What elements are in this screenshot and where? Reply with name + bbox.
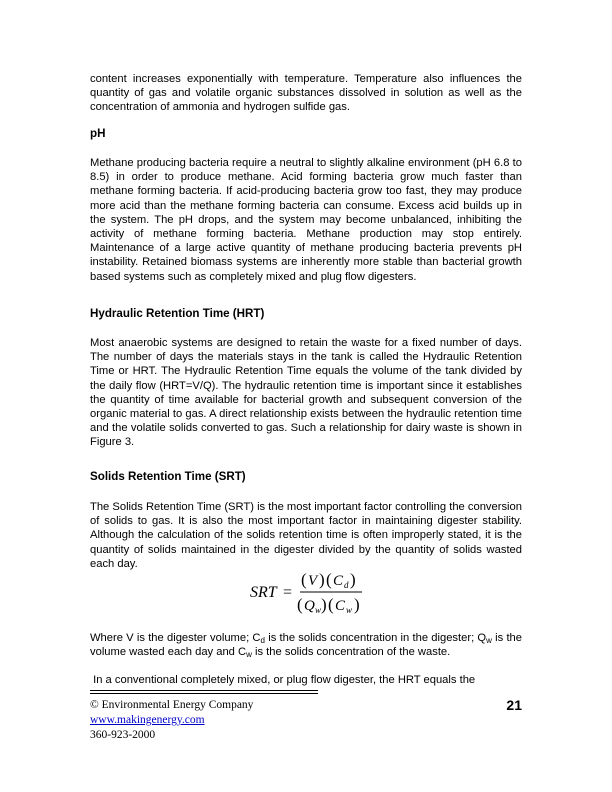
- srt-equation: [250, 570, 390, 618]
- hrt-heading: Hydraulic Retention Time (HRT): [90, 307, 265, 320]
- footer-rule-bottom: [90, 693, 318, 694]
- svg-text:(: (: [328, 595, 334, 614]
- footer-website-link[interactable]: www.makingenergy.com: [90, 714, 205, 726]
- page-number: 21: [506, 697, 522, 713]
- ph-heading: pH: [90, 127, 106, 140]
- denominator-waste-concentration: C: [335, 598, 346, 614]
- hrt-paragraph: Most anaerobic systems are designed to retain the waste for a fixed number of days. The number of days the materials stays in the tank is called the Hydraulic Retention Time or HRT. The Hydraulic Retention Time equals the volume of the tank divided by the daily flow (HRT=V/Q). The hydraulic retention time is important since it establishes the quantity of time available for bacterial growth and subsequent conversion of the organic material to gas. A direct relationship exists between the hydraulic retention time and the volatile solids converted to gas. Such a relationship for dairy waste is shown in Figure 3.: [90, 337, 522, 449]
- numerator-concentration-sub: d: [344, 580, 349, 590]
- numerator-volume: V: [308, 573, 318, 589]
- svg-text:): ): [354, 595, 360, 614]
- equation-lhs: SRT: [250, 584, 277, 601]
- svg-text:): ): [319, 570, 325, 589]
- svg-text:(: (: [297, 595, 303, 614]
- footer-company: © Environmental Energy Company: [90, 699, 254, 711]
- svg-text:(: (: [301, 570, 307, 589]
- ph-paragraph: Methane producing bacteria require a neutral to slightly alkaline environment (pH 6.8 to 8.5) in order to produce methane. Acid forming bacteria grow much faster than methane forming bacteria. If acid-producing bacteria grow too fast, they may produce more acid than the methane forming bacteria can consume. Excess acid builds up in the system. The pH drops, and the system may become unbalanced, inhibiting the activity of methane forming bacteria. Methane production may stop entirely. Maintenance of a large active quantity of methane producing bacteria prevents pH instability. Retained biomass systems are inherently more stable than bacterial growth based systems such as completely mixed and plug flow digesters.: [90, 157, 522, 283]
- continuation-paragraph: In a conventional completely mixed, or plug flow digester, the HRT equals the: [90, 674, 476, 686]
- srt-paragraph: The Solids Retention Time (SRT) is the most important factor controlling the conversion of solids to gas. It is also the most important factor in maintaining digester stability. Although the calculation of the solids retention time is often improperly stated, it is the quantity of solids maintained in the digester divided by the quantity of solids wasted each day.: [90, 501, 522, 570]
- srt-heading: Solids Retention Time (SRT): [90, 470, 246, 483]
- footer-rule-top: [90, 690, 318, 691]
- svg-text:): ): [350, 570, 356, 589]
- footer-phone: 360-923-2000: [90, 729, 156, 741]
- denominator-waste-volume-sub: w: [315, 605, 322, 615]
- denominator-waste-volume: Q: [304, 598, 315, 614]
- numerator-concentration: C: [333, 573, 344, 589]
- equation-equals: =: [283, 584, 293, 601]
- intro-paragraph: content increases exponentially with temperature. Temperature also influences the quantity of gas and volatile organic substances dissolved in solution as well as the concentration of ammonia and hydrogen sulfide gas.: [90, 73, 522, 114]
- svg-text:): ): [321, 595, 327, 614]
- svg-text:(: (: [326, 570, 332, 589]
- denominator-waste-concentration-sub: w: [346, 605, 353, 615]
- where-paragraph: Where V is the digester volume; $C_d$ is the solids concentration in the digester; $Q_w$ is the volume wasted each day and $C_w$ is the solids concentration of the waste.: [90, 632, 523, 660]
